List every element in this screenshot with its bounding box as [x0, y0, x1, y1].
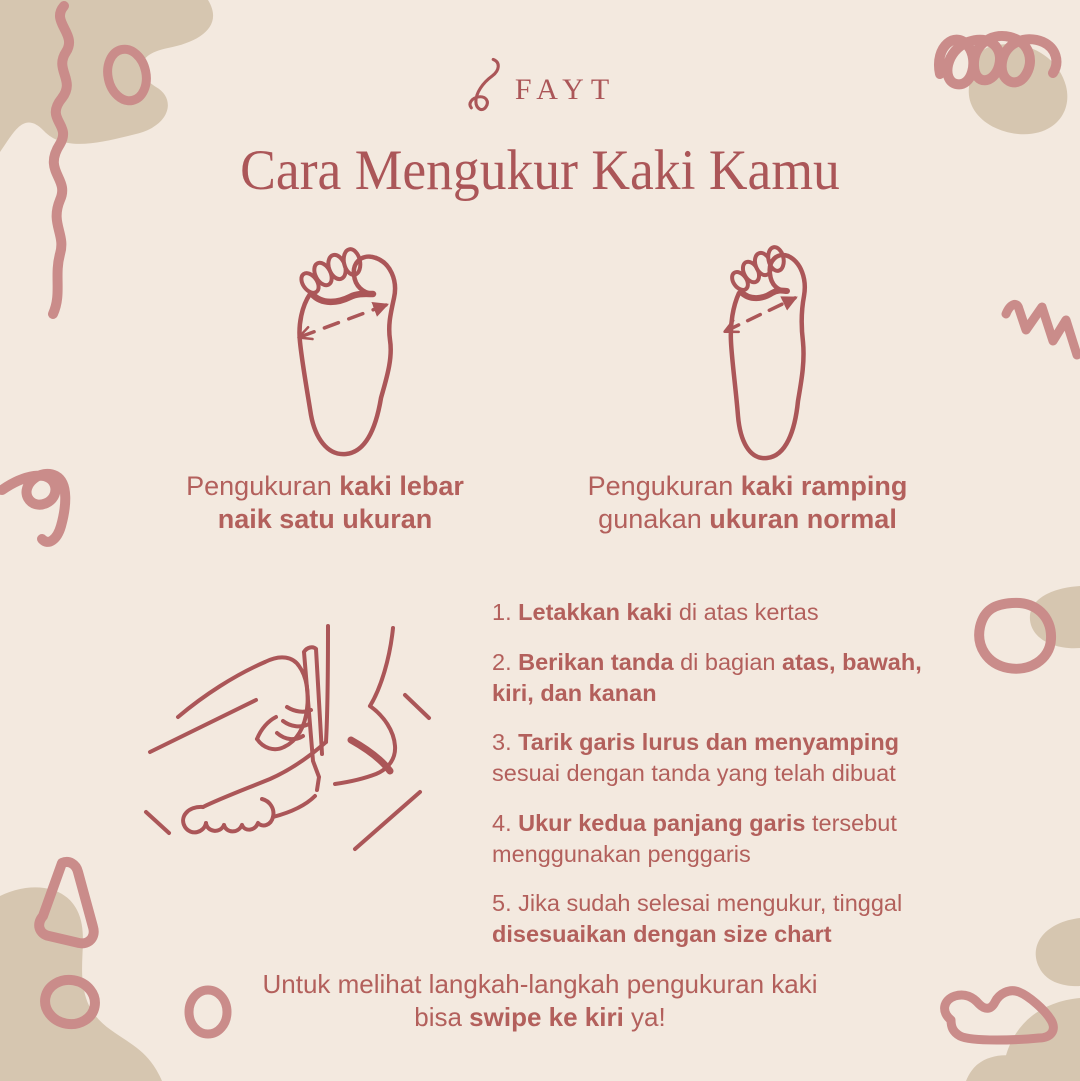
step-item-5 — [492, 888, 958, 950]
step-item-2 — [492, 647, 958, 709]
text-line — [130, 503, 520, 536]
text-segment: di bagian — [673, 648, 783, 675]
text-segment: di atas kertas — [672, 599, 819, 625]
text-segment: 2. — [492, 648, 519, 675]
text-segment: 5. Jika sudah selesai mengukur, tinggal — [492, 890, 903, 917]
text-line — [545, 503, 950, 536]
pink-zigzag-top-right — [1006, 304, 1077, 355]
thumb-line — [257, 717, 276, 739]
paper-edge-line — [355, 792, 420, 849]
footer-note — [0, 968, 1080, 1035]
text-line — [545, 470, 950, 503]
text-segment: 1. — [492, 599, 519, 625]
slim-foot-caption — [545, 470, 950, 536]
text-segment: sesuai dengan tanda yang telah dibuat — [492, 760, 896, 787]
text-segment: kaki lebar — [339, 471, 464, 501]
paper-edge-line — [146, 812, 169, 833]
text-line — [0, 1001, 1080, 1034]
step-item-4 — [492, 808, 958, 870]
text-segment: swipe ke kiri — [469, 1002, 624, 1033]
cursive-f-logo-icon — [464, 56, 506, 114]
text-segment: kaki ramping — [740, 471, 908, 501]
text-line — [0, 968, 1080, 1001]
text-segment: Untuk melihat langkah-langkah pengukuran kaki — [262, 969, 818, 999]
wide-foot-illustration — [260, 232, 426, 458]
brand-logo — [0, 56, 1080, 114]
brand-name: FAYT — [514, 73, 617, 106]
text-segment: bisa — [414, 1002, 470, 1033]
text-segment: naik satu ukuran — [217, 504, 433, 535]
text-line — [130, 470, 520, 503]
text-segment: Berikan tanda — [518, 648, 674, 675]
arm-line — [178, 662, 265, 717]
text-segment: Pengukuran — [587, 471, 741, 501]
text-segment: gunakan — [598, 504, 710, 535]
width-arrow-icon — [300, 305, 386, 337]
text-segment: ya! — [623, 1002, 666, 1033]
step-item-1 — [492, 597, 958, 628]
pink-curl-left-middle — [2, 474, 65, 542]
leg-line — [370, 628, 393, 706]
hand-tracing-foot-illustration — [122, 600, 457, 890]
text-segment: 3. — [492, 729, 519, 756]
measurement-steps-list — [492, 597, 958, 969]
sole-line — [273, 796, 315, 817]
text-segment: atas, bawah, kiri, dan kanan — [492, 648, 922, 706]
ankle-shadow-line — [351, 740, 390, 771]
leg-line — [326, 626, 328, 742]
step-item-3 — [492, 727, 958, 789]
wide-foot-caption — [130, 470, 520, 536]
text-segment: Pengukuran — [186, 471, 340, 501]
text-segment: ukuran normal — [709, 504, 897, 535]
toe-web-line — [312, 294, 373, 302]
text-segment: Letakkan kaki — [518, 599, 673, 625]
text-segment: Tarik garis lurus dan menyamping — [518, 729, 900, 756]
paper-edge-line — [150, 700, 256, 752]
text-segment: Ukur kedua panjang garis — [518, 809, 806, 836]
slim-foot-illustration — [688, 230, 828, 462]
paper-edge-line — [405, 695, 429, 718]
foot-instep-line — [203, 742, 326, 807]
text-segment: disesuaikan dengan size chart — [492, 921, 832, 948]
text-segment: 4. — [492, 809, 519, 836]
text-segment: tersebut menggunakan penggaris — [492, 809, 897, 867]
toes-outline — [183, 799, 273, 832]
page-title: Cara Mengukur Kaki Kamu — [240, 139, 840, 202]
